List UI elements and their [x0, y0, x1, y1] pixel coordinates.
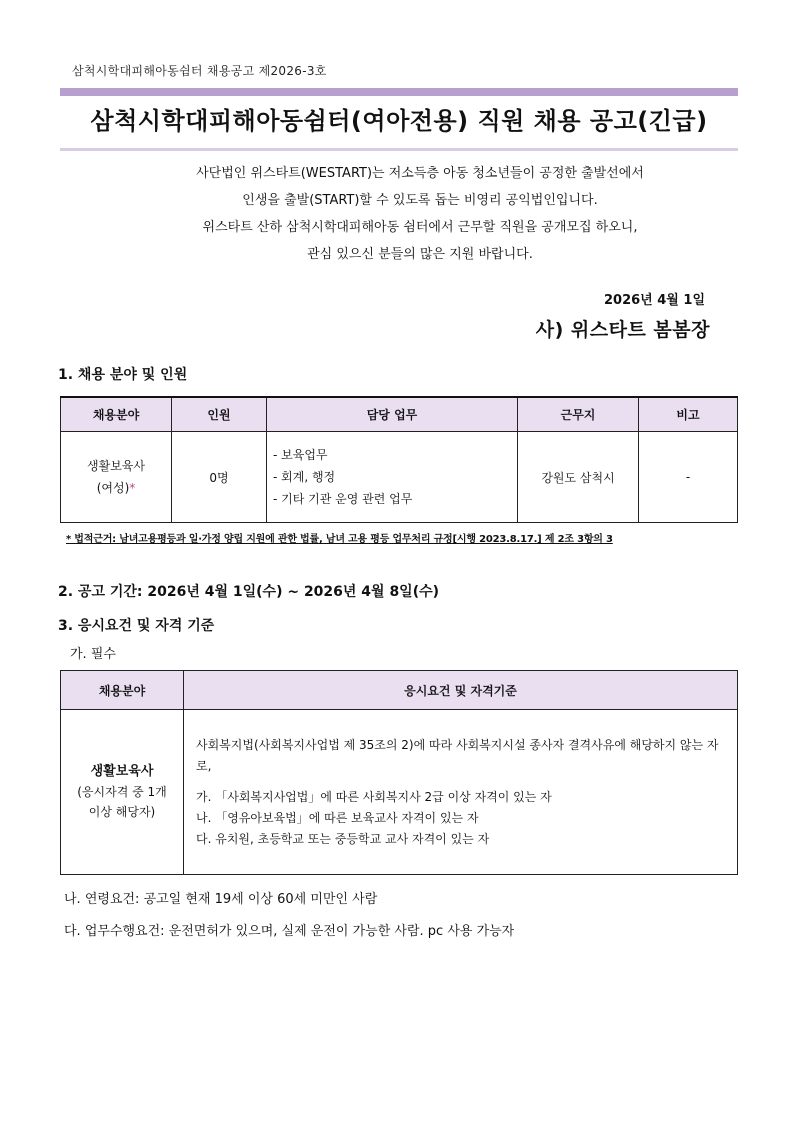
duty-item: - 회계, 행정	[273, 470, 336, 484]
document-header-line: 삼척시학대피해아동쉼터 채용공고 제2026-3호	[72, 64, 327, 78]
cell-location: 강원도 삼척시	[518, 432, 639, 523]
age-requirement: 나. 연령요건: 공고일 현재 19세 이상 60세 미만인 사람	[64, 892, 378, 907]
intro-line: 사단법인 위스타트(WESTART)는 저소득층 아동 청소년들이 공정한 출발선에서	[196, 166, 644, 181]
cell-count: 0명	[172, 432, 267, 523]
footnote-star: *	[129, 481, 136, 495]
intro-line: 위스타트 산하 삼척시학대피해아동 쉼터에서 근무할 직원을 공개모집 하오니,	[202, 220, 638, 235]
duty-item: - 기타 기관 운영 관련 업무	[273, 492, 413, 506]
legal-basis-note: * 법적근거: 남녀고용평등과 일·가정 양립 지원에 관한 법률, 남녀 고용 평등 업무처리 규정[시행 2023.8.17.] 제 2조 3항의 3	[66, 534, 613, 545]
field-gender: (여성)*	[96, 481, 136, 495]
section-2-heading: 2. 공고 기간: 2026년 4월 1일(수) ~ 2026년 4월 8일(수)	[58, 584, 440, 600]
header-field: 채용분야	[61, 671, 184, 710]
table-row	[61, 710, 738, 875]
table-row	[61, 432, 738, 523]
section-1-heading: 1. 채용 분야 및 인원	[58, 367, 188, 383]
cell-requirements	[184, 710, 738, 875]
header-field: 채용분야	[61, 397, 172, 432]
requirement-item: 나. 「영유아보육법」에 따른 보육교사 자격이 있는 자	[196, 810, 479, 825]
requirement-item: 다. 유치원, 초등학교 또는 중등학교 교사 자격이 있는 자	[196, 831, 490, 846]
header-requirements: 응시요건 및 자격기준	[184, 671, 738, 710]
intro-line: 인생을 출발(START)할 수 있도록 돕는 비영리 공익법인입니다.	[242, 193, 598, 208]
work-requirement: 다. 업무수행요건: 운전면허가 있으며, 실제 운전이 가능한 사람. pc 사용 가능자	[64, 924, 515, 939]
table-header-row	[61, 397, 738, 432]
field-subtitle: (응시자격 중 1개	[77, 785, 167, 799]
field-title: 생활보육사	[90, 764, 154, 779]
announcement-date: 2026년 4월 1일	[604, 293, 705, 308]
field-name: 생활보육사	[87, 459, 145, 473]
section-3-heading: 3. 응시요건 및 자격 기준	[58, 618, 215, 634]
header-duties: 담당 업무	[267, 397, 518, 432]
requirement-intro: 사회복지법(사회복지사업법 제 35조의 2)에 따라 사회복지시설 종사자 결격사유에 해당하지 않는 자로,	[196, 737, 719, 773]
page-title: 삼척시학대피해아동쉼터(여아전용) 직원 채용 공고(긴급)	[90, 107, 708, 135]
header-location: 근무지	[518, 397, 639, 432]
recruitment-table	[60, 396, 738, 523]
organization-name: 사) 위스타트 봄봄장	[535, 319, 710, 341]
duty-item: - 보육업무	[273, 448, 328, 462]
header-note: 비고	[639, 397, 738, 432]
title-bottom-bar	[60, 148, 738, 151]
header-count: 인원	[172, 397, 267, 432]
required-subheading: 가. 필수	[70, 647, 116, 662]
cell-duties	[267, 432, 518, 523]
intro-line: 관심 있으신 분들의 많은 지원 바랍니다.	[307, 247, 533, 262]
title-top-bar	[60, 88, 738, 96]
field-subtitle: 이상 해당자)	[88, 805, 156, 819]
cell-field	[61, 710, 184, 875]
intro-paragraph	[150, 160, 690, 268]
requirement-item: 가. 「사회복지사업법」에 따른 사회복지사 2급 이상 자격이 있는 자	[196, 789, 552, 804]
cell-field	[61, 432, 172, 523]
qualification-table	[60, 670, 738, 875]
table-header-row	[61, 671, 738, 710]
cell-note: -	[639, 432, 738, 523]
